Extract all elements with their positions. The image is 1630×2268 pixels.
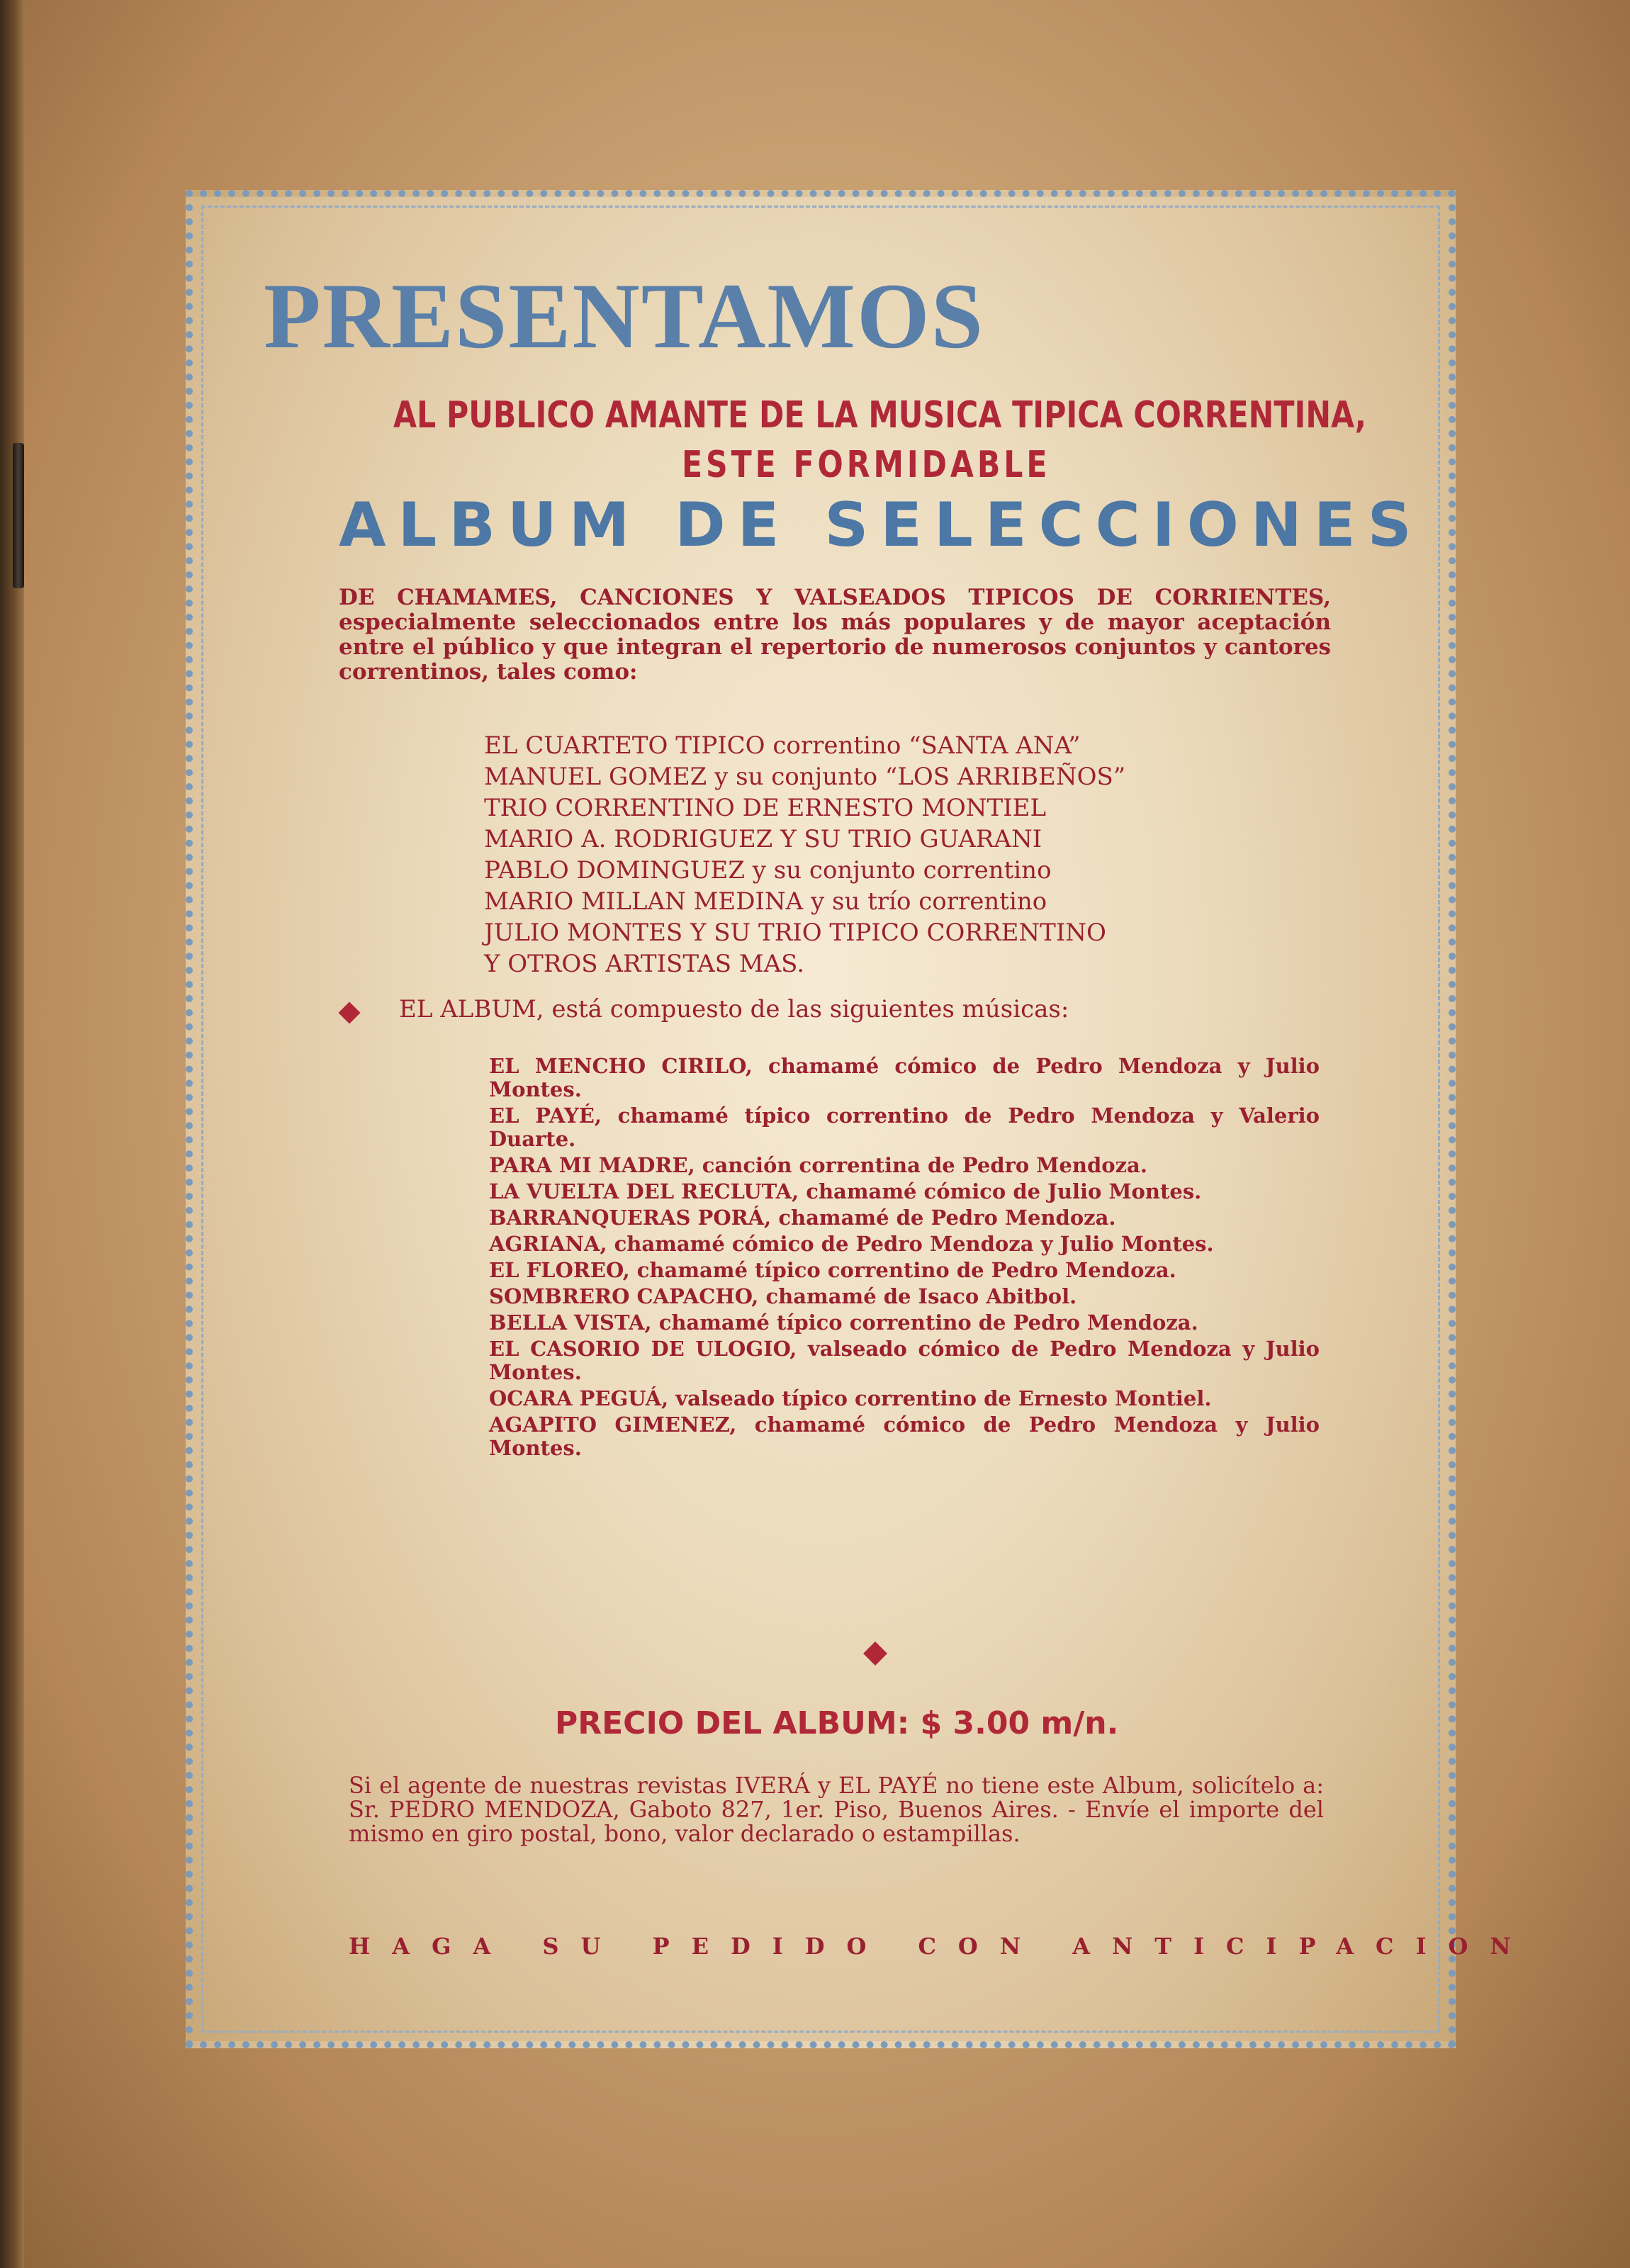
artist-item: JULIO MONTES Y SU TRIO TIPICO CORRENTINO (484, 919, 1106, 947)
song-item: EL MENCHO CIRILO, chamamé cómico de Pedro Mendoza y Julio Montes. (489, 1054, 1320, 1101)
song-item: EL FLOREO, chamamé típico correntino de Pedro Mendoza. (489, 1258, 1176, 1282)
subheadline-line-1: AL PUBLICO AMANTE DE LA MUSICA TIPICA CORRENTINA, (393, 394, 1367, 437)
song-item: PARA MI MADRE, canción correntina de Pedro Mendoza. (489, 1153, 1147, 1177)
staple (13, 443, 24, 588)
artist-item: MARIO A. RODRIGUEZ Y SU TRIO GUARANI (484, 825, 1042, 853)
artist-item: MARIO MILLAN MEDINA y su trío correntino (484, 887, 1047, 916)
artist-item: TRIO CORRENTINO DE ERNESTO MONTIEL (484, 794, 1047, 822)
song-item: EL PAYÉ, chamamé típico correntino de Pedro Mendoza y Valerio Duarte. (489, 1104, 1320, 1151)
ordering-instructions: Si el agente de nuestras revistas IVERÁ y EL PAYÉ no tiene este Album, solicítelo a: Sr. PEDRO MENDOZA, Gaboto 827, 1er. Piso, Buenos Aires. - Envíe el importe del mismo en giro postal, bono, valor declarado o estampillas. (349, 1772, 1324, 1847)
song-item: BELLA VISTA, chamamé típico correntino de Pedro Mendoza. (489, 1310, 1198, 1335)
album-contents-intro: EL ALBUM, está compuesto de las siguientes músicas: (399, 995, 1069, 1023)
song-item: LA VUELTA DEL RECLUTA, chamamé cómico de Julio Montes. (489, 1179, 1202, 1203)
artist-item: Y OTROS ARTISTAS MAS. (484, 950, 805, 978)
subheadline-line-2: ESTE FORMIDABLE (682, 444, 1051, 486)
song-item: AGAPITO GIMENEZ, chamamé cómico de Pedro Mendoza y Julio Montes. (489, 1413, 1320, 1460)
headline: PRESENTAMOS (264, 264, 985, 368)
artist-item: PABLO DOMINGUEZ y su conjunto correntino (484, 856, 1052, 885)
intro-paragraph: DE CHAMAMES, CANCIONES Y VALSEADOS TIPICOS DE CORRIENTES, especialmente seleccionados entre los más populares y de mayor aceptación entre el público y que integran el repertorio de numerosos conjuntos y cantores correntinos, tales como: (339, 585, 1331, 685)
artist-list (484, 730, 1125, 979)
footer-call-to-action: HAGA SU PEDIDO CON ANTICIPACION (349, 1933, 1533, 1960)
song-item: OCARA PEGUÁ, valseado típico correntino de Ernesto Montiel. (489, 1386, 1212, 1410)
song-item: EL CASORIO DE ULOGIO, valseado cómico de Pedro Mendoza y Julio Montes. (489, 1337, 1320, 1384)
song-item: BARRANQUERAS PORÁ, chamamé de Pedro Mendoza. (489, 1206, 1116, 1230)
page-spine (0, 0, 24, 2268)
album-title: ALBUM DE SELECCIONES (339, 490, 1424, 561)
song-item: SOMBRERO CAPACHO, chamamé de Isaco Abitbol. (489, 1284, 1077, 1308)
artist-item: MANUEL GOMEZ y su conjunto “LOS ARRIBEÑOS” (484, 763, 1126, 791)
album-price: PRECIO DEL ALBUM: $ 3.00 m/n. (555, 1705, 1119, 1741)
song-item: AGRIANA, chamamé cómico de Pedro Mendoza y Julio Montes. (489, 1232, 1214, 1256)
artist-item: EL CUARTETO TIPICO correntino “SANTA ANA” (484, 731, 1081, 760)
song-list (489, 1055, 1320, 1463)
